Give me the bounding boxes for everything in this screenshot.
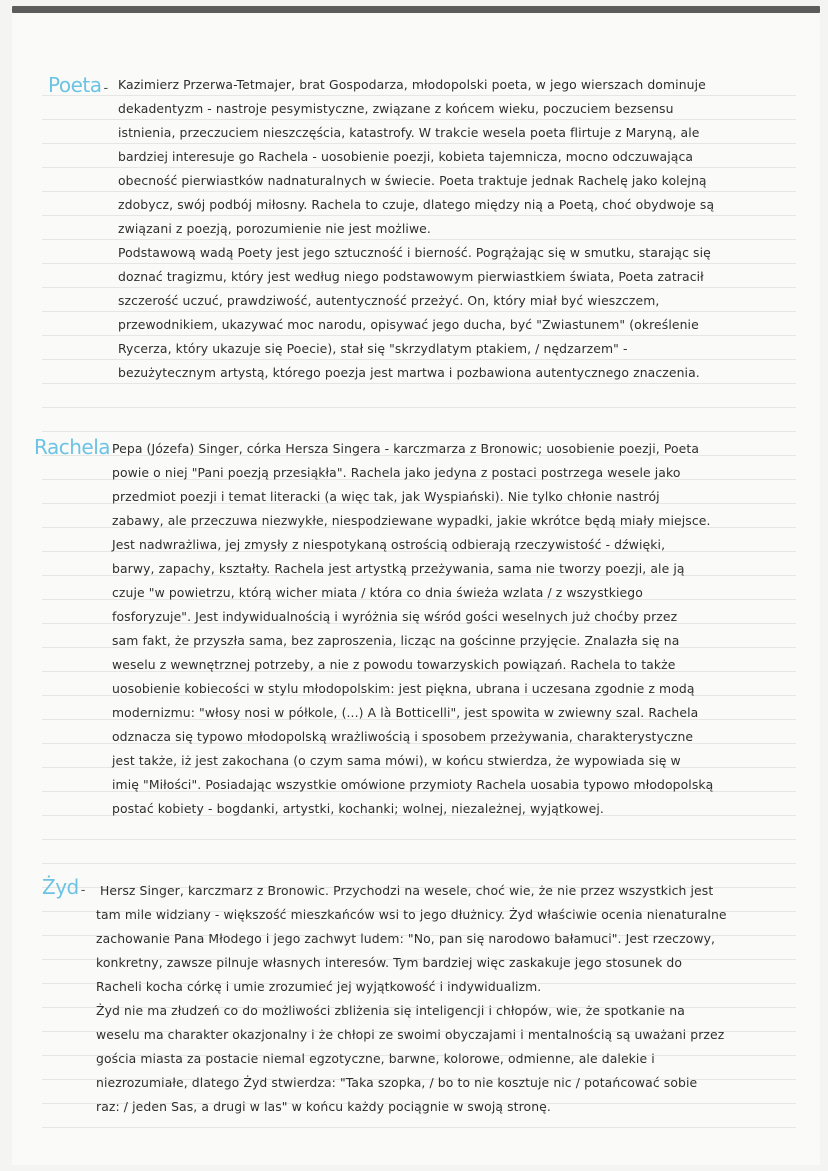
text-line: Jest nadwrażliwa, jej zmysły z niespotykaną ostrością odbierają rzeczywistość - dźwięki, (112, 537, 666, 552)
ruled-line (42, 143, 796, 144)
text-line: bardziej interesuje go Rachela - uosobienie poezji, kobieta tajemnicza, mocno odczuwająca (118, 149, 694, 164)
text-line: przedmiot poezji i temat literacki (a więc tak, jak Wyspiański). Nie tylko chłonie nastrój (112, 489, 660, 504)
text-line: barwy, zapachy, kształty. Rachela jest artystką przeżywania, sama nie tworzy poezji, ale ją (112, 561, 685, 576)
ruled-line (42, 431, 796, 432)
ruled-line (42, 287, 796, 288)
text-line: imię "Miłości". Posiadając wszystkie omówione przymioty Rachela uosabia typowo młodopolską (112, 777, 714, 792)
ruled-line (42, 167, 796, 168)
heading-text: Rachela (34, 435, 111, 459)
text-line: dekadentyzm - nastroje pesymistyczne, związane z końcem wieku, poczuciem bezsensu (118, 101, 674, 116)
text-line: powie o niej "Pani poezją przesiąkła". Rachela jako jedyna z postaci postrzega wesele jako (112, 465, 681, 480)
text-line: przewodnikiem, ukazywać moc narodu, opisywać jego ducha, być "Zwiastunem" (określenie (118, 317, 699, 332)
heading-dash: - (80, 883, 85, 898)
text-line: konkretny, zawsze pilnuje własnych interesów. Tym bardziej więc zaskakuje jego stosunek do (96, 955, 683, 970)
text-line: Rycerza, który ukazuje się Poecie), stał się "skrzydlatym ptakiem, / nędzarzem" - (118, 341, 628, 356)
text-line: szczerość uczuć, prawdziwość, autentyczność przeżyć. On, który miał być wieszczem, (118, 293, 660, 308)
ruled-line (42, 263, 796, 264)
text-line: weselu ma charakter okazjonalny i że chłopi ze swoimi obyczajami i mentalnością są uważani przez (96, 1027, 725, 1042)
notebook-page (12, 13, 820, 1165)
text-line: zdobycz, swój podbój miłosny. Rachela to czuje, dlatego między nią a Poetą, choć obydwoje są (118, 197, 715, 212)
text-line: uosobienie kobiecości w stylu młodopolskim: jest piękna, ubrana i uczesana zgodnie z modą (112, 681, 695, 696)
text-line: Żyd nie ma złudzeń co do możliwości zbliżenia się inteligencji i chłopów, wie, że spotkanie na (96, 1003, 685, 1018)
text-line: Kazimierz Przerwa-Tetmajer, brat Gospodarza, młodopolski poeta, w jego wierszach dominuje (118, 77, 706, 92)
text-line: gościa miasta za postacie niemal egzotyczne, barwne, kolorowe, odmienne, ale dalekie i (96, 1051, 655, 1066)
text-line: doznać tragizmu, który jest według niego podstawowym pierwiastkiem świata, Poeta zatracił (118, 269, 704, 284)
section-heading (48, 73, 108, 97)
ruled-line (42, 119, 796, 120)
text-line: tam mile widziany - większość mieszkańców wsi to jego dłużnicy. Żyd właściwie ocenia nienaturalne (96, 907, 727, 922)
heading-text: Żyd (42, 875, 79, 899)
text-line: postać kobiety - bogdanki, artystki, kochanki; wolnej, niezależnej, wyjątkowej. (112, 801, 604, 816)
text-line: odznacza się typowo młodopolską wrażliwością i sposobem przeżywania, charakterystyczne (112, 729, 694, 744)
text-line: raz: / jeden Sas, a drugi w las" w końcu każdy pociągnie w swoją stronę. (96, 1099, 551, 1114)
heading-dash: - (103, 81, 108, 96)
text-line: obecność pierwiastków nadnaturalnych w świecie. Poeta traktuje jednak Rachelę jako kolejną (118, 173, 707, 188)
text-line: istnienia, przeczuciem nieszczęścia, katastrofy. W trakcie wesela poeta flirtuje z Maryną, ale (118, 125, 700, 140)
ruled-line (42, 359, 796, 360)
text-line: czuje "w powietrzu, którą wicher miata / która co dnia świeża wzlata / z wszystkiego (112, 585, 643, 600)
ruled-line (42, 839, 796, 840)
text-line: związani z poezją, porozumienie nie jest możliwe. (118, 221, 431, 236)
ruled-line (42, 95, 796, 96)
text-line: sam fakt, że przyszła sama, bez zaproszenia, licząc na gościnne przyjęcie. Znalazła się na (112, 633, 680, 648)
ruled-line (42, 311, 796, 312)
text-line: Podstawową wadą Poety jest jego sztuczność i bierność. Pogrążając się w smutku, starając się (118, 245, 711, 260)
text-line: Pepa (Józefa) Singer, córka Hersza Singera - karczmarza z Bronowic; uosobienie poezji, Poeta (112, 441, 700, 456)
text-line: niezrozumiałe, dlatego Żyd stwierdza: "Taka szopka, / bo to nie kosztuje nic / potańcować sobie (96, 1075, 698, 1090)
text-line: bezużytecznym artystą, którego poezja jest martwa i pozbawiona autentycznego znaczenia. (118, 365, 700, 380)
text-line: weselu z wewnętrznej potrzeby, a nie z powodu towarzyskich powiązań. Rachela to także (112, 657, 676, 672)
ruled-line (42, 1127, 796, 1128)
ruled-line (42, 335, 796, 336)
heading-text: Poeta (48, 73, 102, 97)
text-line: Racheli kocha córkę i umie zrozumieć jej wyjątkowość i indywidualizm. (96, 979, 542, 994)
text-line: Hersz Singer, karczmarz z Bronowic. Przychodzi na wesele, choć wie, że nie przez wszystkich jest (100, 883, 714, 898)
ruled-line (42, 407, 796, 408)
text-line: modernizmu: "włosy nosi w półkole, (...) A là Botticelli", jest spowita w zwiewny szal. Rachela (112, 705, 699, 720)
scan-top-edge (12, 6, 820, 13)
text-line: jest także, iż jest zakochana (o czym sama mówi), w końcu stwierdza, że wypowiada się w (112, 753, 681, 768)
section-heading (34, 435, 110, 459)
text-line: zabawy, ale przeczuwa niezwykłe, niespodziewane wypadki, jakie wkrótce będą miały miejsce. (112, 513, 711, 528)
ruled-line (42, 383, 796, 384)
text-line: zachowanie Pana Młodego i jego zachwyt ludem: "No, pan się narodowo bałamuci". Jest rzeczowy, (96, 931, 716, 946)
ruled-line (42, 863, 796, 864)
text-line: fosforyzuje". Jest indywidualnością i wyróżnia się wśród gości weselnych już choćby przez (112, 609, 678, 624)
ruled-line (42, 215, 796, 216)
section-heading (42, 875, 85, 899)
ruled-line (42, 239, 796, 240)
ruled-line (42, 191, 796, 192)
